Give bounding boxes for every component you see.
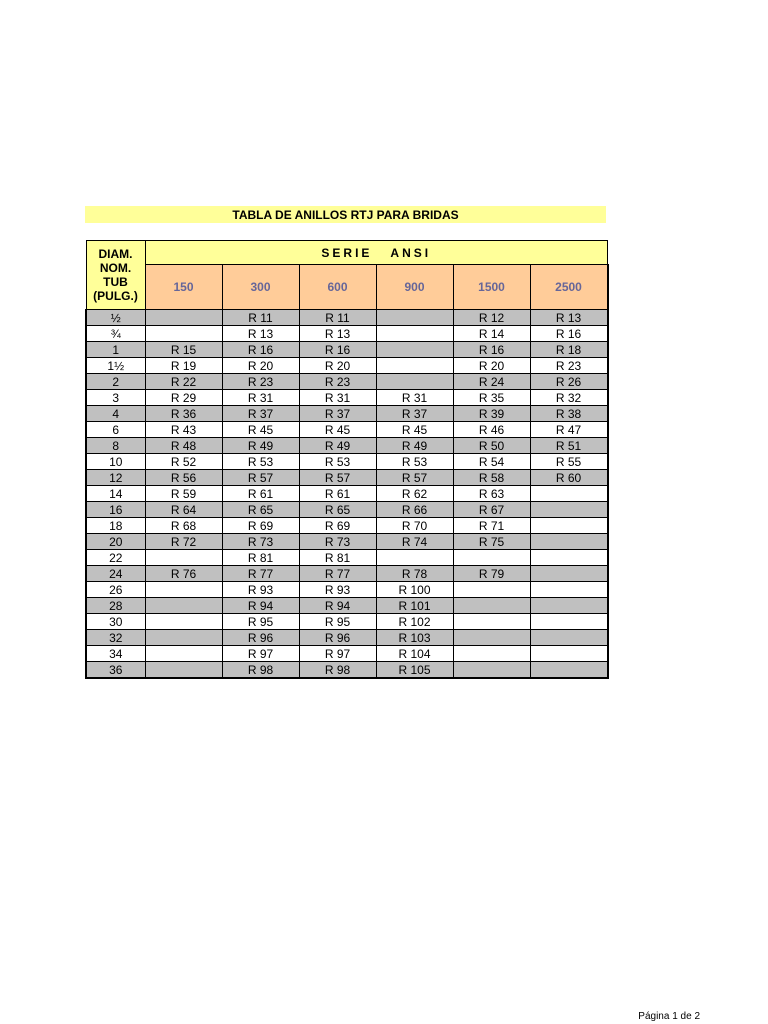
table-row (86, 534, 608, 550)
ring-cell: R 13 (222, 326, 299, 342)
ring-cell: R 97 (222, 646, 299, 662)
table-row (86, 470, 608, 486)
ring-cell (530, 502, 608, 518)
ring-cell (376, 358, 453, 374)
serie-ansi-header (145, 241, 608, 265)
ring-cell: R 95 (222, 614, 299, 630)
ring-cell: R 100 (376, 582, 453, 598)
ring-cell: R 53 (376, 454, 453, 470)
ring-cell: R 20 (453, 358, 530, 374)
table-row (86, 310, 608, 326)
ring-cell: R 37 (376, 406, 453, 422)
ring-cell: R 55 (530, 454, 608, 470)
ring-cell (530, 486, 608, 502)
ring-cell: R 71 (453, 518, 530, 534)
ring-cell: R 36 (145, 406, 222, 422)
ring-cell: R 14 (453, 326, 530, 342)
table-row (86, 502, 608, 518)
ring-cell: R 23 (299, 374, 376, 390)
ring-cell: R 73 (299, 534, 376, 550)
diameter-cell: 10 (86, 454, 145, 470)
ring-cell: R 57 (222, 470, 299, 486)
ring-cell: R 101 (376, 598, 453, 614)
ring-cell: R 94 (222, 598, 299, 614)
ring-cell: R 105 (376, 662, 453, 679)
diameter-cell: 22 (86, 550, 145, 566)
diameter-cell: 32 (86, 630, 145, 646)
diameter-cell: ½ (86, 310, 145, 326)
table-row (86, 662, 608, 679)
ansi-word: ANSI (390, 245, 432, 260)
ring-cell (530, 534, 608, 550)
class-header-900: 900 (376, 265, 453, 310)
ring-cell: R 12 (453, 310, 530, 326)
diameter-cell: ¾ (86, 326, 145, 342)
ring-cell: R 53 (222, 454, 299, 470)
ring-cell: R 35 (453, 390, 530, 406)
ring-cell: R 16 (453, 342, 530, 358)
ring-cell: R 26 (530, 374, 608, 390)
ring-cell: R 57 (299, 470, 376, 486)
ring-cell: R 93 (222, 582, 299, 598)
table-row (86, 342, 608, 358)
diameter-cell: 1 (86, 342, 145, 358)
ring-cell: R 54 (453, 454, 530, 470)
ring-cell: R 11 (222, 310, 299, 326)
class-header-1500: 1500 (453, 265, 530, 310)
ring-cell (145, 614, 222, 630)
ring-cell: R 58 (453, 470, 530, 486)
ring-cell: R 23 (222, 374, 299, 390)
ring-cell (145, 550, 222, 566)
table-row (86, 438, 608, 454)
ring-cell: R 43 (145, 422, 222, 438)
diam-header-line: DIAM. (98, 247, 133, 261)
class-header-600: 600 (299, 265, 376, 310)
ring-cell: R 61 (222, 486, 299, 502)
serie-word: SERIE (321, 245, 373, 260)
diameter-cell: 34 (86, 646, 145, 662)
table-row (86, 582, 608, 598)
diameter-cell: 18 (86, 518, 145, 534)
ring-cell: R 53 (299, 454, 376, 470)
diameter-cell: 20 (86, 534, 145, 550)
ring-cell (530, 614, 608, 630)
table-row (86, 646, 608, 662)
ring-cell: R 65 (299, 502, 376, 518)
diam-header-line: TUB (103, 275, 128, 289)
ring-cell: R 79 (453, 566, 530, 582)
ring-cell: R 19 (145, 358, 222, 374)
ring-cell: R 49 (299, 438, 376, 454)
ring-cell (145, 646, 222, 662)
ring-cell: R 47 (530, 422, 608, 438)
ring-cell: R 77 (222, 566, 299, 582)
ring-cell: R 63 (453, 486, 530, 502)
ring-cell: R 29 (145, 390, 222, 406)
ring-cell: R 98 (299, 662, 376, 679)
ring-cell (530, 582, 608, 598)
ring-cell: R 72 (145, 534, 222, 550)
class-header-300: 300 (222, 265, 299, 310)
ring-cell: R 23 (530, 358, 608, 374)
ring-cell: R 37 (299, 406, 376, 422)
rtj-ring-table (85, 240, 609, 679)
ring-cell: R 22 (145, 374, 222, 390)
ring-cell (376, 550, 453, 566)
ring-cell (453, 630, 530, 646)
ring-cell (453, 582, 530, 598)
ring-cell: R 16 (222, 342, 299, 358)
table-body (86, 310, 608, 679)
ring-cell: R 96 (222, 630, 299, 646)
ring-cell: R 20 (299, 358, 376, 374)
ring-cell: R 52 (145, 454, 222, 470)
ring-cell: R 31 (299, 390, 376, 406)
diam-header-line: NOM. (99, 261, 132, 275)
table-title: TABLA DE ANILLOS RTJ PARA BRIDAS (85, 206, 606, 223)
ring-cell: R 18 (530, 342, 608, 358)
ring-cell: R 11 (299, 310, 376, 326)
table-row (86, 406, 608, 422)
ring-cell: R 76 (145, 566, 222, 582)
ring-cell (530, 662, 608, 679)
table-row (86, 374, 608, 390)
class-header-150: 150 (145, 265, 222, 310)
ring-cell: R 93 (299, 582, 376, 598)
ring-cell: R 57 (376, 470, 453, 486)
table-row (86, 518, 608, 534)
ring-cell: R 104 (376, 646, 453, 662)
diameter-cell: 1½ (86, 358, 145, 374)
ring-cell: R 15 (145, 342, 222, 358)
diameter-cell: 30 (86, 614, 145, 630)
class-header-2500: 2500 (530, 265, 608, 310)
ring-cell: R 97 (299, 646, 376, 662)
ring-cell (530, 630, 608, 646)
ring-cell (145, 582, 222, 598)
ring-cell (145, 630, 222, 646)
table-row (86, 550, 608, 566)
ring-cell (530, 646, 608, 662)
diameter-cell: 2 (86, 374, 145, 390)
ring-cell: R 56 (145, 470, 222, 486)
table-row (86, 454, 608, 470)
diam-header-line: (PULG.) (93, 289, 138, 303)
ring-cell: R 59 (145, 486, 222, 502)
ring-cell: R 69 (222, 518, 299, 534)
diameter-cell: 3 (86, 390, 145, 406)
ring-cell: R 67 (453, 502, 530, 518)
ring-cell (530, 598, 608, 614)
table-row (86, 614, 608, 630)
ring-cell: R 45 (376, 422, 453, 438)
diameter-cell: 26 (86, 582, 145, 598)
ring-cell (376, 342, 453, 358)
ring-cell: R 75 (453, 534, 530, 550)
ring-cell: R 38 (530, 406, 608, 422)
ring-cell: R 94 (299, 598, 376, 614)
ring-cell (145, 310, 222, 326)
ring-cell: R 77 (299, 566, 376, 582)
ring-cell: R 68 (145, 518, 222, 534)
ring-cell: R 65 (222, 502, 299, 518)
diameter-cell: 6 (86, 422, 145, 438)
ring-cell: R 66 (376, 502, 453, 518)
ring-cell: R 96 (299, 630, 376, 646)
ring-cell: R 46 (453, 422, 530, 438)
ring-cell: R 49 (376, 438, 453, 454)
table-row (86, 358, 608, 374)
ring-cell (145, 598, 222, 614)
table-row (86, 486, 608, 502)
table-row (86, 630, 608, 646)
ring-cell: R 48 (145, 438, 222, 454)
ring-cell: R 39 (453, 406, 530, 422)
ring-cell: R 74 (376, 534, 453, 550)
ring-cell: R 24 (453, 374, 530, 390)
ring-cell (376, 326, 453, 342)
ring-cell: R 16 (530, 326, 608, 342)
ring-cell (453, 662, 530, 679)
ring-cell: R 81 (222, 550, 299, 566)
ring-cell: R 45 (222, 422, 299, 438)
diameter-cell: 14 (86, 486, 145, 502)
ring-cell: R 102 (376, 614, 453, 630)
ring-cell: R 60 (530, 470, 608, 486)
diameter-cell: 16 (86, 502, 145, 518)
ring-cell: R 32 (530, 390, 608, 406)
ring-cell: R 31 (222, 390, 299, 406)
ring-cell: R 37 (222, 406, 299, 422)
ring-cell (530, 518, 608, 534)
diameter-cell: 8 (86, 438, 145, 454)
diameter-cell: 24 (86, 566, 145, 582)
ring-cell: R 98 (222, 662, 299, 679)
ring-cell (530, 550, 608, 566)
page-number: Página 1 de 2 (638, 1011, 700, 1022)
ring-cell (530, 566, 608, 582)
ring-cell: R 70 (376, 518, 453, 534)
diameter-cell: 12 (86, 470, 145, 486)
ring-cell (453, 550, 530, 566)
ring-cell: R 78 (376, 566, 453, 582)
ring-cell: R 31 (376, 390, 453, 406)
table-row (86, 598, 608, 614)
ring-cell: R 62 (376, 486, 453, 502)
ring-cell: R 64 (145, 502, 222, 518)
ring-cell (145, 662, 222, 679)
ring-cell (376, 310, 453, 326)
ring-cell: R 13 (299, 326, 376, 342)
table-row (86, 422, 608, 438)
ring-cell: R 103 (376, 630, 453, 646)
table-row (86, 326, 608, 342)
ring-cell: R 95 (299, 614, 376, 630)
ring-cell: R 13 (530, 310, 608, 326)
diam-header (86, 241, 145, 310)
ring-cell (453, 598, 530, 614)
ring-cell: R 45 (299, 422, 376, 438)
ring-cell: R 20 (222, 358, 299, 374)
ring-cell: R 16 (299, 342, 376, 358)
ring-cell: R 50 (453, 438, 530, 454)
ring-cell (145, 326, 222, 342)
ring-cell (453, 646, 530, 662)
ring-cell: R 51 (530, 438, 608, 454)
diameter-cell: 36 (86, 662, 145, 679)
rtj-table-container (85, 240, 609, 679)
ring-cell: R 73 (222, 534, 299, 550)
ring-cell: R 61 (299, 486, 376, 502)
ring-cell: R 69 (299, 518, 376, 534)
table-row (86, 566, 608, 582)
ring-cell: R 81 (299, 550, 376, 566)
diameter-cell: 28 (86, 598, 145, 614)
ring-cell: R 49 (222, 438, 299, 454)
table-row (86, 390, 608, 406)
diameter-cell: 4 (86, 406, 145, 422)
ring-cell (376, 374, 453, 390)
ring-cell (453, 614, 530, 630)
